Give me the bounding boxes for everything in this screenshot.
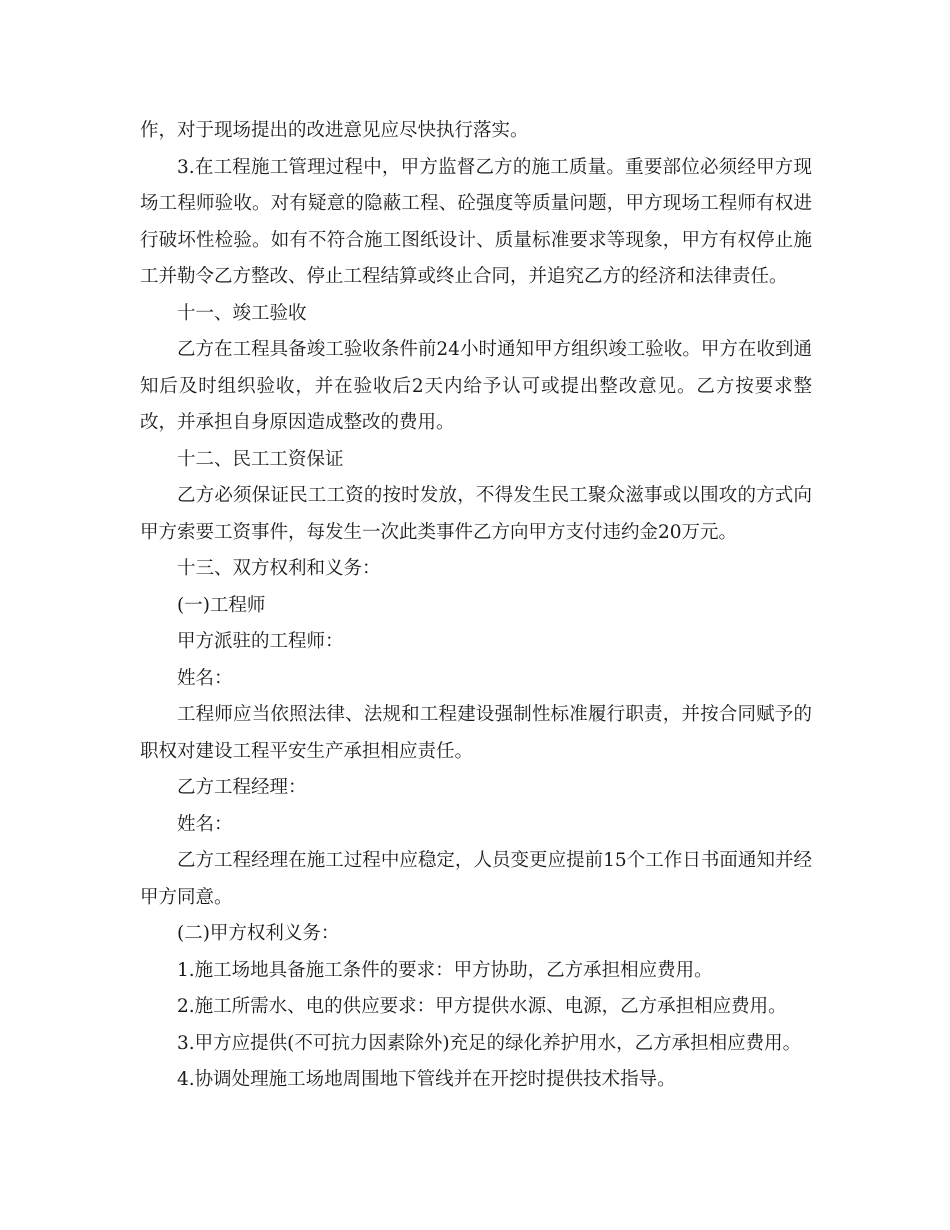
section-heading-rights-obligations: 十三、双方权利和义务： [177, 558, 381, 579]
paragraph-manager-stability: 乙方工程经理在施工过程中应稳定，人员变更应提前15个工作日书面通知并经甲方同意。 [140, 850, 812, 908]
list-item-1: 1.施工场地具备施工条件的要求：甲方协助，乙方承担相应费用。 [177, 959, 713, 981]
paragraph-wage-guarantee: 乙方必须保证民工工资的按时发放，不得发生民工聚众滋事或以围攻的方式向甲方索要工资事件，每发生一次此类事件乙方向甲方支付违约金20万元。 [140, 485, 812, 543]
paragraph-clause-3: 3.在工程施工管理过程中，甲方监督乙方的施工质量。重要部位必须经甲方现场工程师验收。对有疑意的隐蔽工程、砼强度等质量问题，甲方现场工程师有权进行破坏性检验。如有不符合施工图纸设计、质量标准要求等现象，甲方有权停止施工并勒令乙方整改、停止工程结算或终止合同，并追究乙方的经济和法律责任。 [140, 156, 812, 287]
list-item-4: 4.协调处理施工场地周围地下管线并在开挖时提供技术指导。 [177, 1069, 676, 1090]
paragraph-engineer-duties: 工程师应当依照法律、法规和工程建设强制性标准履行职责，并按合同赋予的职权对建设工程平安生产承担相应责任。 [140, 704, 812, 762]
section-heading-completion-acceptance: 十一、竣工验收 [177, 302, 307, 324]
list-item-3: 3.甲方应提供(不可抗力因素除外)充足的绿化养护用水，乙方承担相应费用。 [177, 1032, 802, 1054]
section-heading-wage-guarantee: 十二、民工工资保证 [177, 448, 344, 470]
list-item-2: 2.施工所需水、电的供应要求：甲方提供水源、电源，乙方承担相应费用。 [177, 996, 787, 1017]
field-engineer-label: 甲方派驻的工程师： [177, 631, 344, 652]
field-engineer-name: 姓名： [177, 667, 233, 689]
paragraph-completion-acceptance: 乙方在工程具备竣工验收条件前24小时通知甲方组织竣工验收。甲方在收到通知后及时组织验收，并在验收后2天内给予认可或提出整改意见。乙方按要求整改，并承担自身原因造成整改的费用。 [140, 339, 812, 433]
field-manager-name: 姓名： [177, 813, 233, 835]
paragraph-continuation: 作，对于现场提出的改进意见应尽快执行落实。 [140, 120, 529, 141]
document-body [140, 113, 812, 1099]
subheading-party-a-rights: (二)甲方权利义务： [177, 923, 340, 944]
field-manager-label: 乙方工程经理： [177, 777, 307, 798]
subheading-engineer: (一)工程师 [177, 594, 266, 616]
